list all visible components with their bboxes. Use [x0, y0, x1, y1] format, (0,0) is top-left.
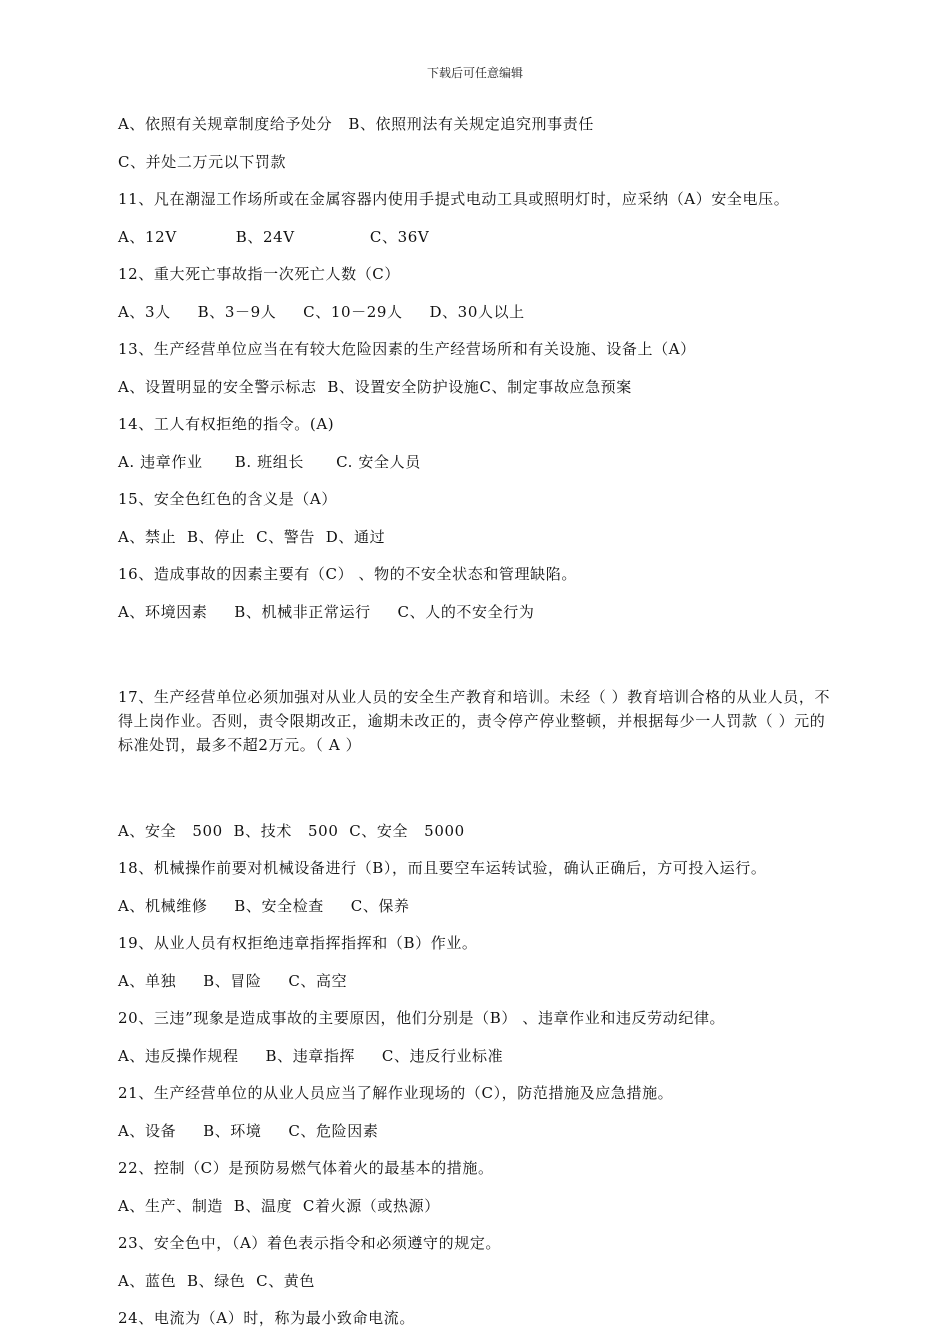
option-line: A、禁止 B、停止 C、警告 D、通过	[118, 527, 386, 546]
option-line: A、单独 B、冒险 C、高空	[118, 971, 348, 990]
option-line: A、设备 B、环境 C、危险因素	[118, 1121, 379, 1140]
option-line: A、违反操作规程 B、违章指挥 C、违反行业标准	[118, 1046, 504, 1065]
option-line: A、依照有关规章制度给予处分 B、依照刑法有关规定追究刑事责任	[118, 115, 594, 133]
question-line: 22、控制（C）是预防易燃气体着火的最基本的措施。	[118, 1159, 494, 1177]
question-17-text: 17、生产经营单位必须加强对从业人员的安全生产教育和培训。未经（ ）教育培训合格的从业人员，不得上岗作业。否则，责令限期改正，逾期未改正的，责令停产停业整顿，并根据每少一人罚款（ ）元的标准处罚，最多不超2万元。（ A ）	[118, 688, 831, 754]
question-list	[118, 112, 834, 1344]
option-line: A、3人 B、3－9人 C、10－29人 D、30人以上	[118, 302, 525, 321]
page-header: 下载后可任意编辑	[426, 66, 523, 80]
option-line: A、设置明显的安全警示标志 B、设置安全防护设施C、制定事故应急预案	[118, 377, 632, 396]
option-line: C、并处二万元以下罚款	[118, 152, 287, 171]
question-line: 11、凡在潮湿工作场所或在金属容器内使用手提式电动工具或照明灯时，应采纳（A）安全电压。	[118, 190, 790, 208]
option-line: A、12V B、24V C、36V	[118, 227, 430, 246]
question-line: 24、电流为（A）时，称为最小致命电流。	[118, 1309, 415, 1327]
option-line: A. 违章作业 B. 班组长 C. 安全人员	[118, 452, 421, 471]
question-line: 13、生产经营单位应当在有较大危险因素的生产经营场所和有关设施、设备上（A）	[118, 340, 696, 358]
question-line: 18、机械操作前要对机械设备进行（B），而且要空车运转试验，确认正确后，方可投入运行。	[118, 859, 767, 877]
question-line: 20、三违”现象是造成事故的主要原因，他们分别是（B） 、违章作业和违反劳动纪律。	[118, 1009, 726, 1027]
question-line: 21、生产经营单位的从业人员应当了解作业现场的（C），防范措施及应急措施。	[118, 1084, 674, 1102]
question-line: 16、造成事故的因素主要有（C） 、物的不安全状态和管理缺陷。	[118, 565, 577, 583]
option-line: A、生产、制造 B、温度 C着火源（或热源）	[118, 1196, 440, 1215]
option-line: A、蓝色 B、绿色 C、黄色	[118, 1271, 316, 1290]
question-line: 23、安全色中，（A）着色表示指令和必须遵守的规定。	[118, 1234, 502, 1252]
option-line: A、安全 500 B、技术 500 C、安全 5000	[118, 821, 465, 840]
question-line-multirow	[118, 637, 834, 819]
question-line: 15、安全色红色的含义是（A）	[118, 490, 337, 508]
option-line: A、机械维修 B、安全检查 C、保养	[118, 896, 410, 915]
option-line: A、环境因素 B、机械非正常运行 C、人的不安全行为	[118, 602, 535, 621]
question-line: 14、工人有权拒绝的指令。(A)	[118, 415, 335, 433]
question-line: 12、重大死亡事故指一次死亡人数（C）	[118, 265, 400, 283]
question-line: 19、从业人员有权拒绝违章指挥指挥和（B）作业。	[118, 934, 478, 952]
